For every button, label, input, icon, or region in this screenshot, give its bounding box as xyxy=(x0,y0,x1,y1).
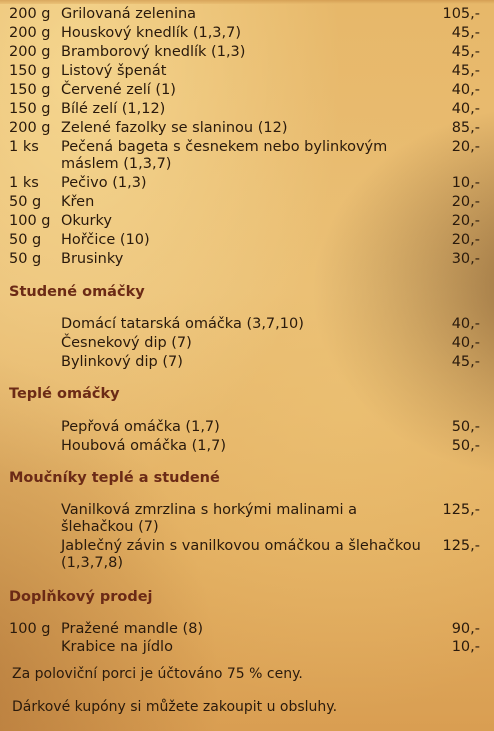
item-price: 30,- xyxy=(451,251,480,267)
menu-item xyxy=(0,43,494,62)
section-heading-cold-sauces: Studené omáčky xyxy=(9,284,145,300)
item-name: Bylinkový dip (7) xyxy=(61,354,183,370)
item-price: 40,- xyxy=(451,316,480,332)
item-price: 10,- xyxy=(451,175,480,191)
item-price: 45,- xyxy=(451,354,480,370)
item-name: Jablečný závin s vanilkovou omáčkou a šlehačkou xyxy=(61,538,421,554)
item-name: Křen xyxy=(61,194,95,210)
item-price: 40,- xyxy=(451,101,480,117)
item-name-line2: šlehačkou (7) xyxy=(61,519,159,535)
item-quantity: 150 g xyxy=(9,82,51,98)
menu-item xyxy=(0,24,494,43)
item-price: 20,- xyxy=(451,213,480,229)
item-price: 45,- xyxy=(451,25,480,41)
half-portion-note: Za poloviční porci je účtováno 75 % ceny. xyxy=(12,666,303,682)
item-name: Pepřová omáčka (1,7) xyxy=(61,419,220,435)
item-name: Pražené mandle (8) xyxy=(61,621,204,637)
item-price: 90,- xyxy=(451,621,480,637)
item-quantity: 50 g xyxy=(9,232,42,248)
item-name: Česnekový dip (7) xyxy=(61,335,192,351)
item-name: Zelené fazolky se slaninou (12) xyxy=(61,120,288,136)
item-name: Domácí tatarská omáčka (3,7,10) xyxy=(61,316,304,332)
item-price: 40,- xyxy=(451,82,480,98)
item-quantity: 50 g xyxy=(9,194,42,210)
item-price: 20,- xyxy=(451,139,480,155)
item-quantity: 200 g xyxy=(9,120,51,136)
item-name: Houskový knedlík (1,3,7) xyxy=(61,25,242,41)
item-quantity: 1 ks xyxy=(9,175,39,191)
item-price: 45,- xyxy=(451,44,480,60)
menu-item xyxy=(0,100,494,119)
item-name-line2: máslem (1,3,7) xyxy=(61,156,172,172)
item-quantity: 200 g xyxy=(9,25,51,41)
menu-item xyxy=(0,193,494,212)
item-name-line2: (1,3,7,8) xyxy=(61,555,124,571)
item-name: Bílé zelí (1,12) xyxy=(61,101,166,117)
item-quantity: 150 g xyxy=(9,101,51,117)
item-name: Pečená bageta s česnekem nebo bylinkovým xyxy=(61,139,388,155)
item-name: Pečivo (1,3) xyxy=(61,175,147,191)
item-price: 125,- xyxy=(442,538,480,554)
item-name: Červené zelí (1) xyxy=(61,82,176,98)
menu-item xyxy=(0,119,494,138)
menu-item xyxy=(0,5,494,24)
menu-item xyxy=(0,174,494,193)
item-quantity: 200 g xyxy=(9,44,51,60)
menu-item-continuation xyxy=(0,155,494,174)
menu-item xyxy=(0,334,494,353)
item-name: Grilovaná zelenina xyxy=(61,6,197,22)
item-quantity: 50 g xyxy=(9,251,42,267)
item-quantity: 200 g xyxy=(9,6,51,22)
menu-item xyxy=(0,437,494,456)
item-name: Brusinky xyxy=(61,251,124,267)
item-quantity: 100 g xyxy=(9,213,51,229)
item-name: Bramborový knedlík (1,3) xyxy=(61,44,246,60)
voucher-note: Dárkové kupóny si můžete zakoupit u obsluhy. xyxy=(12,699,338,715)
item-price: 105,- xyxy=(442,6,480,22)
menu-item-continuation xyxy=(0,554,494,573)
item-price: 125,- xyxy=(442,502,480,518)
section-heading-warm-sauces: Teplé omáčky xyxy=(9,386,120,402)
menu-item xyxy=(0,638,494,657)
item-price: 20,- xyxy=(451,232,480,248)
item-quantity: 1 ks xyxy=(9,139,39,155)
menu-item xyxy=(0,250,494,269)
menu-item-continuation xyxy=(0,518,494,537)
item-name: Hořčice (10) xyxy=(61,232,150,248)
menu-item xyxy=(0,212,494,231)
item-name: Listový špenát xyxy=(61,63,167,79)
item-name: Okurky xyxy=(61,213,112,229)
item-price: 40,- xyxy=(451,335,480,351)
item-price: 85,- xyxy=(451,120,480,136)
menu-item xyxy=(0,315,494,334)
menu-item xyxy=(0,62,494,81)
menu-item xyxy=(0,418,494,437)
item-price: 50,- xyxy=(451,419,480,435)
item-quantity: 100 g xyxy=(9,621,51,637)
menu-item xyxy=(0,81,494,100)
menu-item xyxy=(0,620,494,639)
item-price: 50,- xyxy=(451,438,480,454)
section-heading-desserts: Moučníky teplé a studené xyxy=(9,470,220,486)
item-name: Houbová omáčka (1,7) xyxy=(61,438,226,454)
item-name: Vanilková zmrzlina s horkými malinami a xyxy=(61,502,358,518)
section-heading-extra-sale: Doplňkový prodej xyxy=(9,589,153,605)
item-price: 10,- xyxy=(451,639,480,655)
item-price: 20,- xyxy=(451,194,480,210)
menu-item xyxy=(0,353,494,372)
item-name: Krabice na jídlo xyxy=(61,639,173,655)
top-edge xyxy=(0,0,494,4)
item-quantity: 150 g xyxy=(9,63,51,79)
menu-item xyxy=(0,231,494,250)
item-price: 45,- xyxy=(451,63,480,79)
